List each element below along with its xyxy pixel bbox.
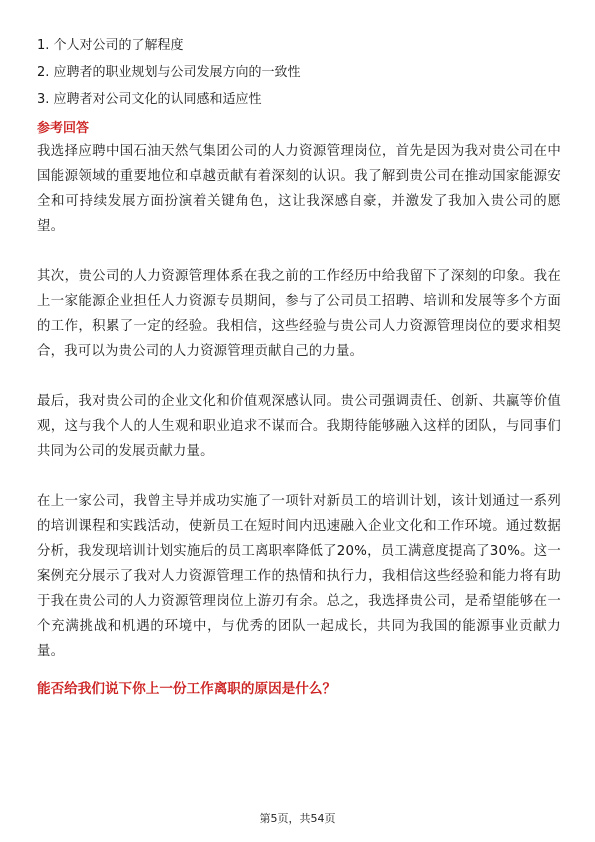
list-item: 1. 个人对公司的了解程度	[37, 38, 184, 53]
answer-label: 参考回答	[37, 121, 90, 136]
page-number-footer: 第5页，共54页	[259, 812, 336, 825]
next-question-heading: 能否给我们说下你上一份工作离职的原因是什么？	[37, 681, 337, 697]
list-item: 3. 应聘者对公司文化的认同感和适应性	[37, 92, 262, 107]
answer-paragraph: 其次，贵公司的人力资源管理体系在我之前的工作经历中给我留下了深刻的印象。我在上一家能源企业担任人力资源专员期间，参与了公司员工招聘、培训和发展等多个方面的工作，积累了一定的经验。我相信，这些经验与贵公司人力资源管理岗位的要求相契合，我可以为贵公司的人力资源管理贡献自己的力量。	[37, 269, 561, 359]
answer-paragraph: 我选择应聘中国石油天然气集团公司的人力资源管理岗位，首先是因为我对贵公司在中国能源领域的重要地位和卓越贡献有着深刻的认识。我了解到贵公司在推动国家能源安全和可持续发展方面扮演着关键角色，这让我深感自豪，并激发了我加入贵公司的愿望。	[37, 144, 561, 234]
answer-paragraph: 最后，我对贵公司的企业文化和价值观深感认同。贵公司强调责任、创新、共赢等价值观，这与我个人的人生观和职业追求不谋而合。我期待能够融入这样的团队，与同事们共同为公司的发展贡献力量。	[37, 394, 561, 459]
list-item: 2. 应聘者的职业规划与公司发展方向的一致性	[37, 65, 301, 80]
answer-paragraph: 在上一家公司，我曾主导并成功实施了一项针对新员工的培训计划，该计划通过一系列的培训课程和实践活动，使新员工在短时间内迅速融入企业文化和工作环境。通过数据分析，我发现培训计划实施后的员工离职率降低了20%，员工满意度提高了30%。这一案例充分展示了我对人力资源管理工作的热情和执行力，我相信这些经验和能力将有助于我在贵公司的人力资源管理岗位上游刃有余。总之，我选择贵公司，是希望能够在一个充满挑战和机遇的环境中，与优秀的团队一起成长，共同为我国的能源事业贡献力量。	[37, 494, 561, 659]
page-content	[37, 32, 561, 700]
